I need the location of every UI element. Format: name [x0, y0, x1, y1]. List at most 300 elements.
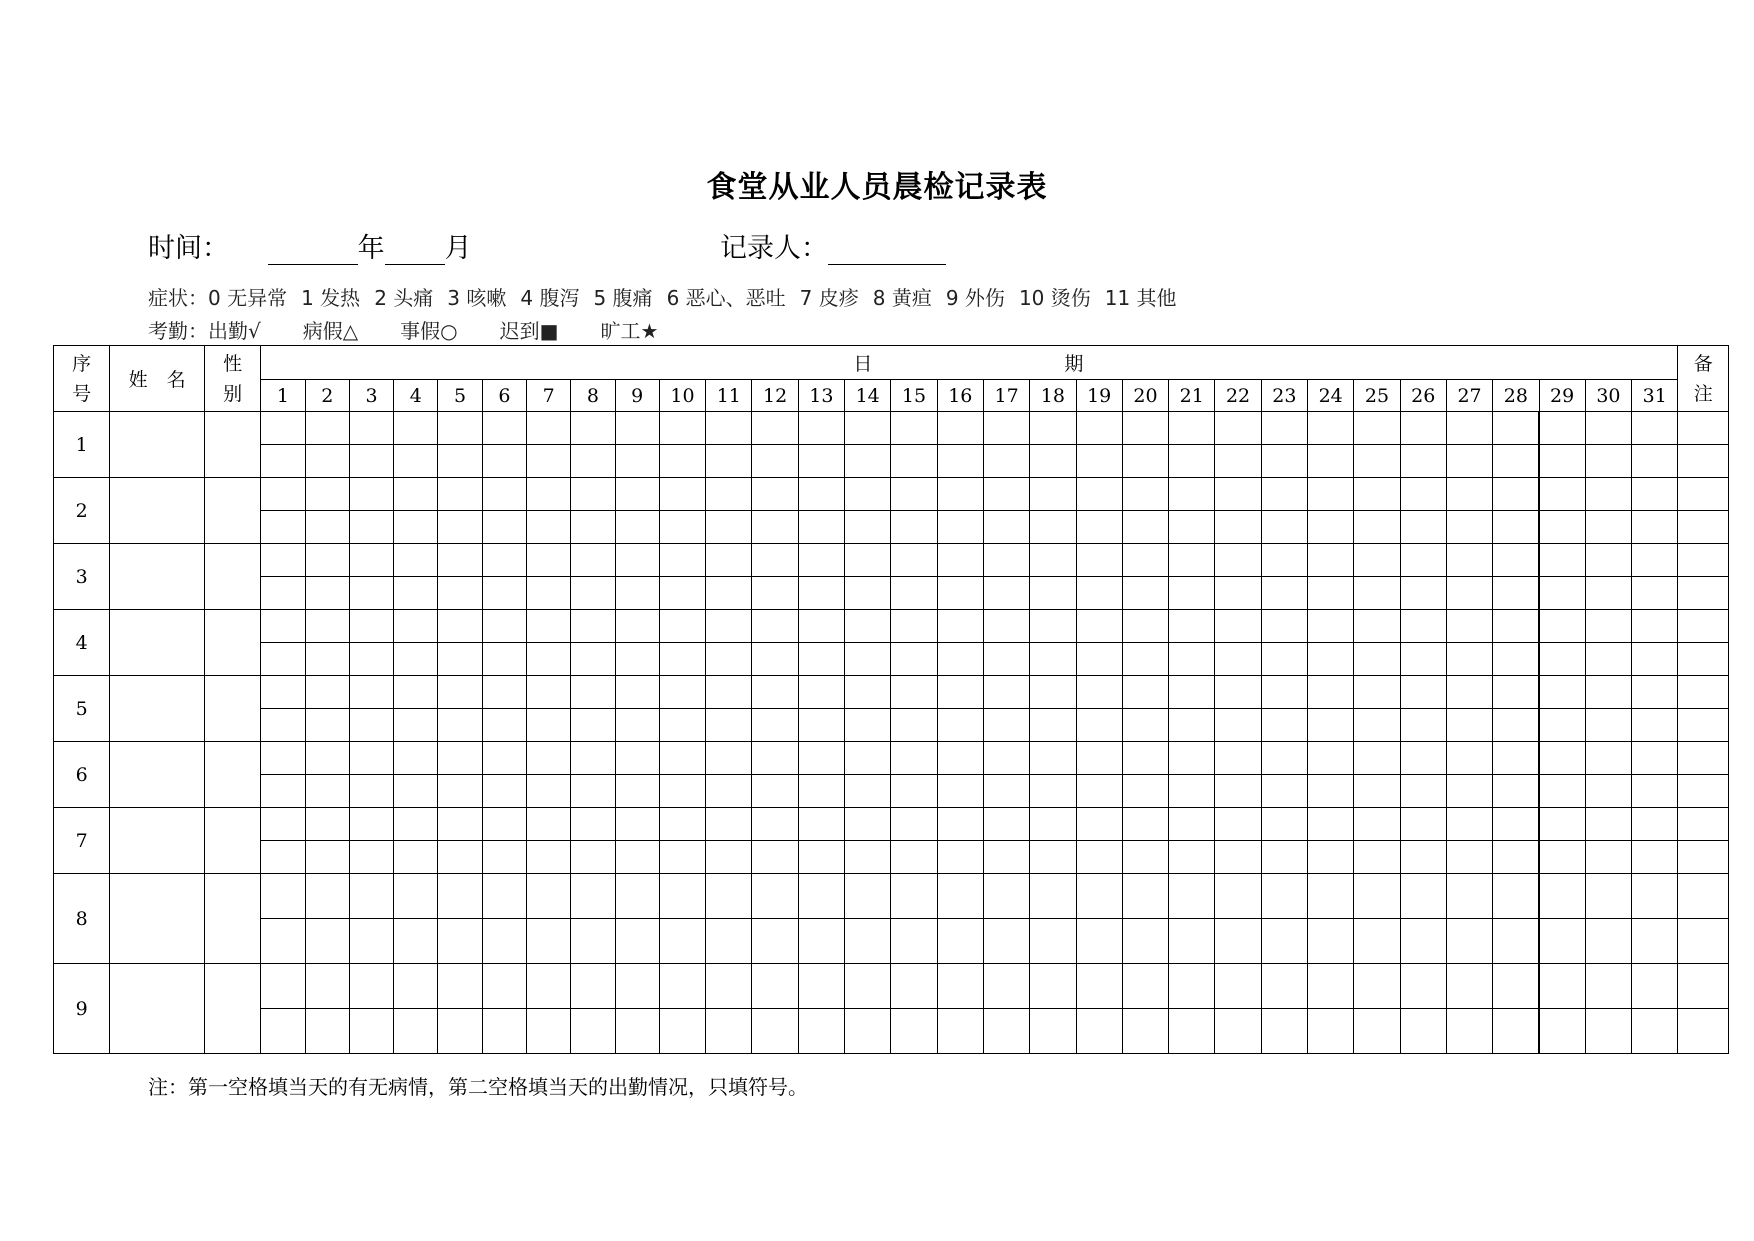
attendance-cell[interactable]	[438, 775, 482, 808]
health-cell[interactable]	[305, 964, 349, 1009]
attendance-cell[interactable]	[1261, 775, 1307, 808]
health-cell[interactable]	[1122, 742, 1168, 775]
attendance-cell[interactable]	[482, 919, 526, 964]
health-cell[interactable]	[1122, 544, 1168, 577]
health-cell[interactable]	[482, 742, 526, 775]
attendance-cell[interactable]	[1076, 1009, 1122, 1054]
health-cell[interactable]	[983, 676, 1029, 709]
health-cell[interactable]	[1215, 808, 1261, 841]
health-cell[interactable]	[571, 874, 615, 919]
attendance-cell[interactable]	[571, 709, 615, 742]
health-cell[interactable]	[571, 676, 615, 709]
health-cell[interactable]	[983, 412, 1029, 445]
attendance-cell[interactable]	[1493, 643, 1539, 676]
attendance-cell[interactable]	[305, 643, 349, 676]
attendance-cell[interactable]	[891, 1009, 937, 1054]
attendance-cell[interactable]	[891, 643, 937, 676]
health-cell[interactable]	[261, 742, 305, 775]
health-cell[interactable]	[305, 808, 349, 841]
health-cell[interactable]	[706, 610, 752, 643]
health-cell[interactable]	[1354, 808, 1400, 841]
attendance-cell[interactable]	[1446, 643, 1492, 676]
health-cell[interactable]	[615, 676, 659, 709]
name-cell[interactable]	[110, 544, 205, 610]
health-cell[interactable]	[1632, 676, 1678, 709]
health-cell[interactable]	[891, 874, 937, 919]
health-cell[interactable]	[706, 412, 752, 445]
health-cell[interactable]	[1076, 742, 1122, 775]
health-cell[interactable]	[1493, 742, 1539, 775]
attendance-cell[interactable]	[937, 511, 983, 544]
health-cell[interactable]	[527, 478, 571, 511]
health-cell[interactable]	[1632, 742, 1678, 775]
attendance-cell[interactable]	[1261, 709, 1307, 742]
attendance-cell[interactable]	[394, 1009, 438, 1054]
health-cell[interactable]	[752, 874, 798, 919]
health-cell[interactable]	[752, 742, 798, 775]
attendance-cell[interactable]	[1585, 577, 1631, 610]
attendance-cell[interactable]	[571, 445, 615, 478]
attendance-cell[interactable]	[527, 643, 571, 676]
remark-cell[interactable]	[1678, 676, 1729, 709]
health-cell[interactable]	[1030, 964, 1076, 1009]
health-cell[interactable]	[349, 478, 393, 511]
attendance-cell[interactable]	[1215, 1009, 1261, 1054]
health-cell[interactable]	[1539, 742, 1585, 775]
attendance-cell[interactable]	[394, 841, 438, 874]
attendance-cell[interactable]	[1308, 919, 1354, 964]
attendance-cell[interactable]	[752, 709, 798, 742]
attendance-cell[interactable]	[983, 841, 1029, 874]
health-cell[interactable]	[1076, 676, 1122, 709]
health-cell[interactable]	[1400, 610, 1446, 643]
health-cell[interactable]	[1261, 544, 1307, 577]
health-cell[interactable]	[1076, 808, 1122, 841]
attendance-cell[interactable]	[706, 577, 752, 610]
health-cell[interactable]	[983, 808, 1029, 841]
health-cell[interactable]	[438, 610, 482, 643]
attendance-cell[interactable]	[1308, 577, 1354, 610]
attendance-cell[interactable]	[798, 643, 844, 676]
attendance-cell[interactable]	[1539, 709, 1585, 742]
attendance-cell[interactable]	[1169, 643, 1215, 676]
health-cell[interactable]	[1122, 808, 1168, 841]
health-cell[interactable]	[752, 676, 798, 709]
attendance-cell[interactable]	[1493, 841, 1539, 874]
health-cell[interactable]	[527, 964, 571, 1009]
health-cell[interactable]	[615, 544, 659, 577]
attendance-cell[interactable]	[394, 643, 438, 676]
health-cell[interactable]	[845, 478, 891, 511]
health-cell[interactable]	[482, 544, 526, 577]
attendance-cell[interactable]	[1030, 445, 1076, 478]
attendance-cell[interactable]	[1632, 709, 1678, 742]
health-cell[interactable]	[1585, 412, 1631, 445]
health-cell[interactable]	[1539, 964, 1585, 1009]
health-cell[interactable]	[1308, 544, 1354, 577]
attendance-cell[interactable]	[305, 841, 349, 874]
attendance-cell[interactable]	[349, 841, 393, 874]
health-cell[interactable]	[305, 544, 349, 577]
health-cell[interactable]	[659, 742, 705, 775]
remark-cell[interactable]	[1678, 919, 1729, 964]
attendance-cell[interactable]	[438, 1009, 482, 1054]
health-cell[interactable]	[1632, 412, 1678, 445]
health-cell[interactable]	[1354, 676, 1400, 709]
gender-cell[interactable]	[204, 874, 260, 964]
health-cell[interactable]	[706, 742, 752, 775]
attendance-cell[interactable]	[1215, 841, 1261, 874]
health-cell[interactable]	[438, 808, 482, 841]
attendance-cell[interactable]	[752, 841, 798, 874]
attendance-cell[interactable]	[1539, 841, 1585, 874]
attendance-cell[interactable]	[798, 445, 844, 478]
attendance-cell[interactable]	[659, 445, 705, 478]
health-cell[interactable]	[1493, 412, 1539, 445]
health-cell[interactable]	[482, 874, 526, 919]
attendance-cell[interactable]	[1354, 1009, 1400, 1054]
health-cell[interactable]	[527, 676, 571, 709]
attendance-cell[interactable]	[1446, 1009, 1492, 1054]
attendance-cell[interactable]	[1632, 643, 1678, 676]
attendance-cell[interactable]	[659, 1009, 705, 1054]
health-cell[interactable]	[1215, 544, 1261, 577]
attendance-cell[interactable]	[527, 775, 571, 808]
attendance-cell[interactable]	[983, 445, 1029, 478]
attendance-cell[interactable]	[1585, 643, 1631, 676]
health-cell[interactable]	[937, 964, 983, 1009]
month-blank[interactable]	[385, 240, 445, 265]
attendance-cell[interactable]	[482, 775, 526, 808]
health-cell[interactable]	[1539, 478, 1585, 511]
health-cell[interactable]	[1585, 964, 1631, 1009]
remark-cell[interactable]	[1678, 841, 1729, 874]
health-cell[interactable]	[1261, 412, 1307, 445]
year-blank[interactable]	[268, 240, 358, 265]
attendance-cell[interactable]	[1308, 445, 1354, 478]
health-cell[interactable]	[261, 478, 305, 511]
attendance-cell[interactable]	[752, 445, 798, 478]
health-cell[interactable]	[1354, 964, 1400, 1009]
attendance-cell[interactable]	[1308, 643, 1354, 676]
health-cell[interactable]	[752, 544, 798, 577]
attendance-cell[interactable]	[394, 577, 438, 610]
health-cell[interactable]	[845, 874, 891, 919]
remark-cell[interactable]	[1678, 643, 1729, 676]
health-cell[interactable]	[1215, 874, 1261, 919]
attendance-cell[interactable]	[1261, 1009, 1307, 1054]
health-cell[interactable]	[261, 610, 305, 643]
health-cell[interactable]	[261, 964, 305, 1009]
health-cell[interactable]	[394, 874, 438, 919]
gender-cell[interactable]	[204, 964, 260, 1054]
health-cell[interactable]	[891, 964, 937, 1009]
health-cell[interactable]	[305, 478, 349, 511]
health-cell[interactable]	[706, 478, 752, 511]
attendance-cell[interactable]	[305, 1009, 349, 1054]
attendance-cell[interactable]	[1493, 445, 1539, 478]
health-cell[interactable]	[1493, 964, 1539, 1009]
attendance-cell[interactable]	[1122, 511, 1168, 544]
attendance-cell[interactable]	[891, 445, 937, 478]
health-cell[interactable]	[937, 478, 983, 511]
attendance-cell[interactable]	[1076, 643, 1122, 676]
attendance-cell[interactable]	[1632, 511, 1678, 544]
health-cell[interactable]	[1400, 676, 1446, 709]
attendance-cell[interactable]	[305, 511, 349, 544]
attendance-cell[interactable]	[349, 511, 393, 544]
health-cell[interactable]	[659, 610, 705, 643]
health-cell[interactable]	[798, 742, 844, 775]
attendance-cell[interactable]	[615, 511, 659, 544]
health-cell[interactable]	[1308, 874, 1354, 919]
attendance-cell[interactable]	[1400, 709, 1446, 742]
attendance-cell[interactable]	[482, 841, 526, 874]
attendance-cell[interactable]	[798, 775, 844, 808]
attendance-cell[interactable]	[394, 709, 438, 742]
attendance-cell[interactable]	[752, 919, 798, 964]
health-cell[interactable]	[1261, 964, 1307, 1009]
health-cell[interactable]	[1400, 478, 1446, 511]
attendance-cell[interactable]	[798, 841, 844, 874]
health-cell[interactable]	[1169, 610, 1215, 643]
health-cell[interactable]	[983, 964, 1029, 1009]
attendance-cell[interactable]	[983, 511, 1029, 544]
gender-cell[interactable]	[204, 478, 260, 544]
attendance-cell[interactable]	[1446, 709, 1492, 742]
health-cell[interactable]	[1354, 874, 1400, 919]
attendance-cell[interactable]	[845, 511, 891, 544]
attendance-cell[interactable]	[1076, 919, 1122, 964]
attendance-cell[interactable]	[1030, 841, 1076, 874]
attendance-cell[interactable]	[1493, 709, 1539, 742]
attendance-cell[interactable]	[1493, 919, 1539, 964]
health-cell[interactable]	[261, 874, 305, 919]
attendance-cell[interactable]	[482, 643, 526, 676]
health-cell[interactable]	[394, 412, 438, 445]
attendance-cell[interactable]	[1308, 709, 1354, 742]
remark-cell[interactable]	[1678, 808, 1729, 841]
attendance-cell[interactable]	[349, 775, 393, 808]
attendance-cell[interactable]	[1539, 775, 1585, 808]
attendance-cell[interactable]	[571, 775, 615, 808]
attendance-cell[interactable]	[482, 709, 526, 742]
attendance-cell[interactable]	[1354, 919, 1400, 964]
remark-cell[interactable]	[1678, 775, 1729, 808]
health-cell[interactable]	[349, 964, 393, 1009]
health-cell[interactable]	[1354, 412, 1400, 445]
health-cell[interactable]	[394, 478, 438, 511]
health-cell[interactable]	[1030, 610, 1076, 643]
health-cell[interactable]	[1215, 742, 1261, 775]
attendance-cell[interactable]	[1215, 709, 1261, 742]
attendance-cell[interactable]	[261, 775, 305, 808]
health-cell[interactable]	[1215, 676, 1261, 709]
health-cell[interactable]	[1354, 610, 1400, 643]
health-cell[interactable]	[1585, 610, 1631, 643]
attendance-cell[interactable]	[1122, 709, 1168, 742]
attendance-cell[interactable]	[1400, 643, 1446, 676]
remark-cell[interactable]	[1678, 577, 1729, 610]
attendance-cell[interactable]	[1308, 775, 1354, 808]
health-cell[interactable]	[571, 610, 615, 643]
health-cell[interactable]	[937, 874, 983, 919]
attendance-cell[interactable]	[1169, 841, 1215, 874]
attendance-cell[interactable]	[1215, 445, 1261, 478]
attendance-cell[interactable]	[1169, 919, 1215, 964]
attendance-cell[interactable]	[1446, 445, 1492, 478]
attendance-cell[interactable]	[1169, 709, 1215, 742]
attendance-cell[interactable]	[1308, 841, 1354, 874]
health-cell[interactable]	[571, 412, 615, 445]
health-cell[interactable]	[1446, 412, 1492, 445]
health-cell[interactable]	[1169, 412, 1215, 445]
attendance-cell[interactable]	[349, 445, 393, 478]
attendance-cell[interactable]	[1400, 1009, 1446, 1054]
health-cell[interactable]	[1122, 676, 1168, 709]
health-cell[interactable]	[1632, 478, 1678, 511]
health-cell[interactable]	[1215, 610, 1261, 643]
remark-cell[interactable]	[1678, 412, 1729, 445]
health-cell[interactable]	[1446, 478, 1492, 511]
attendance-cell[interactable]	[482, 445, 526, 478]
name-cell[interactable]	[110, 808, 205, 874]
health-cell[interactable]	[891, 544, 937, 577]
health-cell[interactable]	[1261, 610, 1307, 643]
health-cell[interactable]	[1261, 478, 1307, 511]
attendance-cell[interactable]	[1632, 841, 1678, 874]
attendance-cell[interactable]	[261, 709, 305, 742]
attendance-cell[interactable]	[983, 919, 1029, 964]
attendance-cell[interactable]	[845, 775, 891, 808]
attendance-cell[interactable]	[1261, 841, 1307, 874]
attendance-cell[interactable]	[1122, 1009, 1168, 1054]
health-cell[interactable]	[615, 412, 659, 445]
attendance-cell[interactable]	[527, 577, 571, 610]
attendance-cell[interactable]	[394, 775, 438, 808]
health-cell[interactable]	[1446, 544, 1492, 577]
attendance-cell[interactable]	[1076, 709, 1122, 742]
health-cell[interactable]	[1169, 544, 1215, 577]
attendance-cell[interactable]	[1539, 919, 1585, 964]
health-cell[interactable]	[891, 610, 937, 643]
health-cell[interactable]	[1539, 412, 1585, 445]
health-cell[interactable]	[349, 676, 393, 709]
health-cell[interactable]	[983, 478, 1029, 511]
attendance-cell[interactable]	[891, 709, 937, 742]
name-cell[interactable]	[110, 742, 205, 808]
health-cell[interactable]	[1632, 808, 1678, 841]
health-cell[interactable]	[1169, 874, 1215, 919]
health-cell[interactable]	[305, 874, 349, 919]
attendance-cell[interactable]	[1632, 919, 1678, 964]
health-cell[interactable]	[615, 742, 659, 775]
health-cell[interactable]	[1308, 742, 1354, 775]
gender-cell[interactable]	[204, 610, 260, 676]
attendance-cell[interactable]	[1030, 577, 1076, 610]
attendance-cell[interactable]	[1076, 841, 1122, 874]
attendance-cell[interactable]	[1030, 511, 1076, 544]
health-cell[interactable]	[937, 742, 983, 775]
health-cell[interactable]	[1122, 610, 1168, 643]
health-cell[interactable]	[1539, 874, 1585, 919]
health-cell[interactable]	[394, 610, 438, 643]
health-cell[interactable]	[349, 808, 393, 841]
health-cell[interactable]	[1122, 874, 1168, 919]
health-cell[interactable]	[349, 610, 393, 643]
health-cell[interactable]	[1493, 610, 1539, 643]
attendance-cell[interactable]	[527, 841, 571, 874]
attendance-cell[interactable]	[752, 1009, 798, 1054]
attendance-cell[interactable]	[798, 511, 844, 544]
health-cell[interactable]	[527, 412, 571, 445]
attendance-cell[interactable]	[482, 511, 526, 544]
health-cell[interactable]	[1400, 544, 1446, 577]
remark-cell[interactable]	[1678, 511, 1729, 544]
health-cell[interactable]	[845, 412, 891, 445]
attendance-cell[interactable]	[349, 709, 393, 742]
health-cell[interactable]	[349, 412, 393, 445]
attendance-cell[interactable]	[615, 709, 659, 742]
attendance-cell[interactable]	[527, 709, 571, 742]
attendance-cell[interactable]	[1632, 775, 1678, 808]
health-cell[interactable]	[891, 412, 937, 445]
attendance-cell[interactable]	[1632, 1009, 1678, 1054]
attendance-cell[interactable]	[1308, 511, 1354, 544]
health-cell[interactable]	[891, 676, 937, 709]
health-cell[interactable]	[571, 808, 615, 841]
attendance-cell[interactable]	[1169, 775, 1215, 808]
attendance-cell[interactable]	[1493, 511, 1539, 544]
attendance-cell[interactable]	[1169, 445, 1215, 478]
remark-cell[interactable]	[1678, 1009, 1729, 1054]
health-cell[interactable]	[527, 610, 571, 643]
health-cell[interactable]	[1030, 676, 1076, 709]
health-cell[interactable]	[1308, 412, 1354, 445]
attendance-cell[interactable]	[1261, 577, 1307, 610]
health-cell[interactable]	[394, 742, 438, 775]
attendance-cell[interactable]	[1215, 775, 1261, 808]
attendance-cell[interactable]	[845, 841, 891, 874]
health-cell[interactable]	[615, 808, 659, 841]
attendance-cell[interactable]	[438, 445, 482, 478]
health-cell[interactable]	[1308, 610, 1354, 643]
attendance-cell[interactable]	[1539, 643, 1585, 676]
attendance-cell[interactable]	[1122, 577, 1168, 610]
remark-cell[interactable]	[1678, 874, 1729, 919]
attendance-cell[interactable]	[845, 1009, 891, 1054]
health-cell[interactable]	[1122, 478, 1168, 511]
health-cell[interactable]	[261, 808, 305, 841]
attendance-cell[interactable]	[891, 919, 937, 964]
health-cell[interactable]	[1215, 964, 1261, 1009]
health-cell[interactable]	[659, 808, 705, 841]
health-cell[interactable]	[706, 544, 752, 577]
attendance-cell[interactable]	[659, 643, 705, 676]
attendance-cell[interactable]	[891, 841, 937, 874]
attendance-cell[interactable]	[571, 511, 615, 544]
health-cell[interactable]	[1493, 676, 1539, 709]
attendance-cell[interactable]	[261, 919, 305, 964]
attendance-cell[interactable]	[706, 511, 752, 544]
health-cell[interactable]	[845, 742, 891, 775]
attendance-cell[interactable]	[1400, 775, 1446, 808]
health-cell[interactable]	[1169, 808, 1215, 841]
health-cell[interactable]	[261, 676, 305, 709]
health-cell[interactable]	[482, 412, 526, 445]
health-cell[interactable]	[706, 964, 752, 1009]
remark-cell[interactable]	[1678, 610, 1729, 643]
